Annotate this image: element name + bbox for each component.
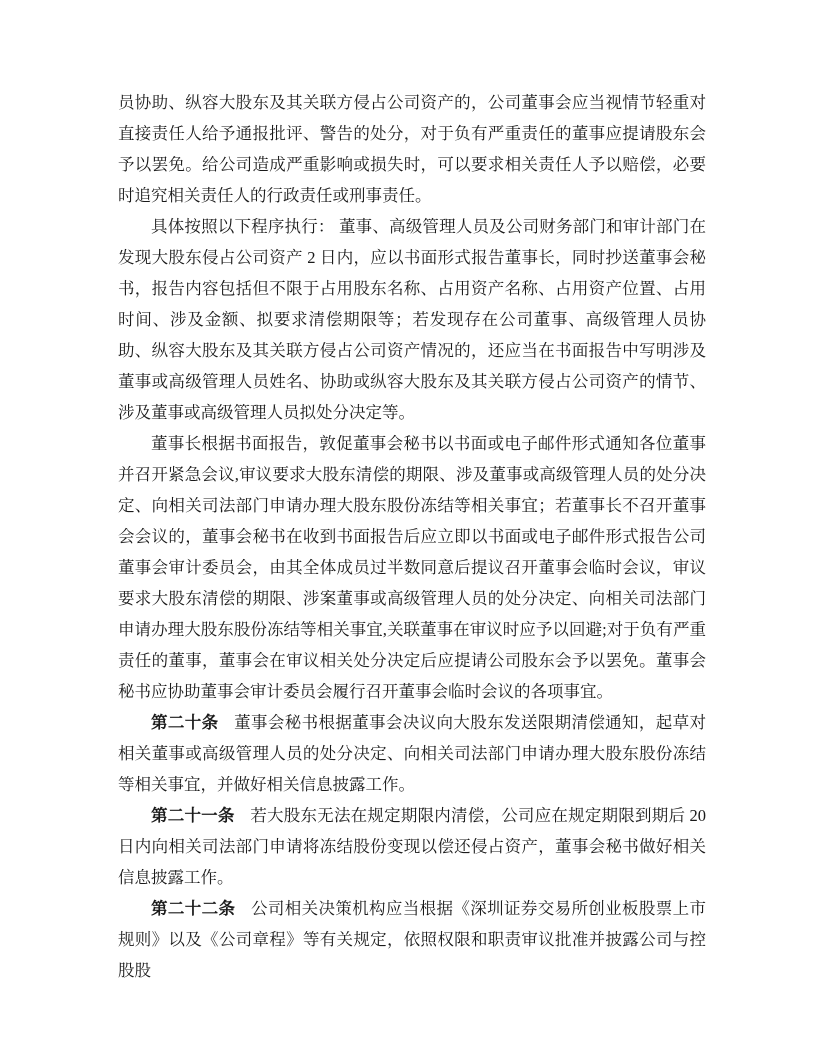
paragraph-chairman-procedure [118,428,706,707]
paragraph-text: 公司相关决策机构应当根据《深圳证券交易所创业板股票上市规则》以及《公司章程》等有关规定，依照权限和职责审议批准并披露公司与控股股 [118,899,707,980]
paragraph-text: 若大股东无法在规定期限内清偿，公司应在规定期限到期后 20 日内向相关司法部门申请将冻结股份变现以偿还侵占资产，董事会秘书做好相关信息披露工作。 [118,806,707,887]
paragraph-text: 员协助、纵容大股东及其关联方侵占公司资产的，公司董事会应当视情节轻重对直接责任人给予通报批评、警告的处分，对于负有严重责任的董事应提请股东会予以罢免。给公司造成严重影响或损失时，可以要求相关责任人予以赔偿，必要时追究相关责任人的行政责任或刑事责任。 [118,93,706,205]
article-22-number: 第二十二条 [151,899,236,918]
paragraph-continuation [118,87,706,211]
paragraph-article-20 [118,707,706,800]
paragraph-text: 董事长根据书面报告，敦促董事会秘书以书面或电子邮件形式通知各位董事并召开紧急会议,审议要求大股东清偿的期限、涉及董事或高级管理人员的处分决定、向相关司法部门申请办理大股东股份冻结等相关事宜；若董事长不召开董事会会议的，董事会秘书在收到书面报告后应立即以书面或电子邮件形式报告公司董事会审计委员会，由其全体成员过半数同意后提议召开董事会临时会议，审议要求大股东清偿的期限、涉案董事或高级管理人员的处分决定、向相关司法部门申请办理大股东股份冻结等相关事宜,关联董事在审议时应予以回避;对于负有严重责任的董事，董事会在审议相关处分决定后应提请公司股东会予以罢免。董事会秘书应协助董事会审计委员会履行召开董事会临时会议的各项事宜。 [118,434,706,701]
paragraph-text: 具体按照以下程序执行： 董事、高级管理人员及公司财务部门和审计部门在发现大股东侵占公司资产 2 日内，应以书面形式报告董事长，同时抄送董事会秘书，报告内容包括但不限于占用股东名称、占用资产名称、占用资产位置、占用时间、涉及金额、拟要求清偿期限等；若发现存在公司董事、高级管理人员协助、纵容大股东及其关联方侵占公司资产情况的，还应当在书面报告中写明涉及董事或高级管理人员姓名、协助或纵容大股东及其关联方侵占公司资产的情节、涉及董事或高级管理人员拟处分决定等。 [118,217,706,422]
paragraph-article-21 [118,800,706,893]
paragraph-procedure-intro [118,211,706,428]
paragraph-text: 董事会秘书根据董事会决议向大股东发送限期清偿通知，起草对相关董事或高级管理人员的处分决定、向相关司法部门申请办理大股东股份冻结等相关事宜，并做好相关信息披露工作。 [118,713,707,794]
article-20-number: 第二十条 [151,713,219,732]
document-body [118,87,706,986]
paragraph-article-22 [118,893,706,986]
article-21-number: 第二十一条 [151,806,235,825]
